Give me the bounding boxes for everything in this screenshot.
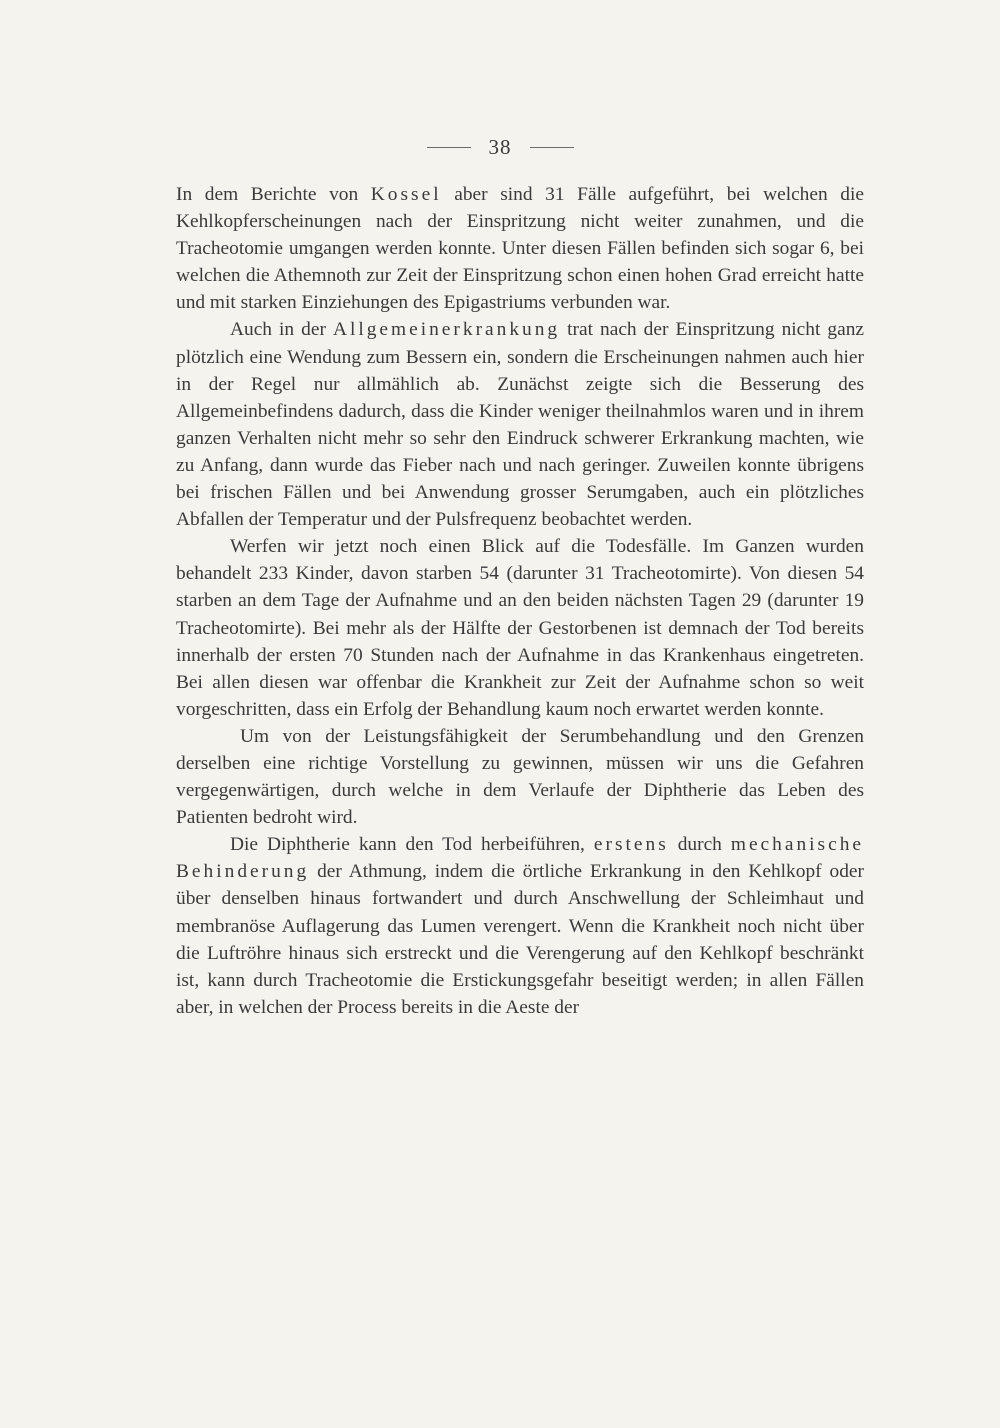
paragraph-5-text-a: Die Diphtherie kann den Tod herbeiführen, bbox=[230, 834, 594, 856]
header-rule-right bbox=[530, 147, 574, 148]
author-name-kossel: Kossel bbox=[370, 184, 442, 205]
paragraph-3: Werfen wir jetzt noch einen Blick auf die Todesfälle. Im Ganzen wurden behandelt 233 Kinder, davon starben 54 (darunter 31 Tracheotomirte). Von diesen 54 starben an dem Tage der Aufnahme und an den beiden nächsten Tagen 29 (darunter 19 Tracheotomirte). Bei mehr als der Hälfte der Gestorbenen ist demnach der Tod bereits innerhalb der ersten 70 Stunden nach der Aufnahme in das Krankenhaus eingetreten. Bei allen diesen war offenbar die Krankheit zur Zeit der Aufnahme schon so weit vorgeschritten, dass ein Erfolg der Behandlung kaum noch erwartet werden konnte. bbox=[176, 536, 864, 720]
paragraph-1 bbox=[176, 181, 864, 316]
paragraph-5 bbox=[176, 831, 864, 1021]
emphasis-allgemeinerkrankung: Allgemeinerkrankung bbox=[332, 319, 561, 341]
paragraph-2 bbox=[176, 316, 864, 533]
paragraph-2-text-a: Auch in der bbox=[230, 319, 333, 341]
body-text bbox=[176, 181, 864, 1021]
paragraph-4: Um von der Leistungsfähigkeit der Serumbehandlung und den Grenzen derselben eine richtige Vorstellung zu gewinnen, müssen wir uns die Gefahren vergegenwärtigen, durch welche in dem Verlaufe der Diphtherie das Leben des Patienten bedroht wird. bbox=[176, 725, 864, 829]
emphasis-mechanische-behinderung: mechanische Behinderung bbox=[176, 834, 864, 883]
paragraph-5-text-c: durch bbox=[668, 834, 731, 856]
paragraph-2-text-c: trat nach der Einspritzung nicht ganz plötzlich eine Wendung zum Bessern ein, sondern die Erscheinungen nahmen auch hier in der Regel nur allmählich ab. Zunächst zeigte sich die Besserung des Allgemeinbefindens dadurch, dass die Kinder weniger theilnahmlos waren und in ihrem ganzen Verhalten nicht mehr so sehr den Eindruck schwerer Erkrankung machten, wie zu Anfang, dann wurde das Fieber nach und nach geringer. Zuweilen konnte übrigens bei frischen Fällen und bei Anwendung grosser Serumgaben, auch ein plötzliches Abfallen der Temperatur und der Pulsfrequenz beobachtet werden. bbox=[176, 319, 864, 531]
emphasis-erstens: erstens bbox=[593, 834, 669, 856]
page-header bbox=[0, 132, 1000, 162]
page-number: 38 bbox=[488, 134, 512, 159]
header-rule-left bbox=[427, 147, 471, 148]
paragraph-5-text-e: der Athmung, indem die örtliche Erkrankung in den Kehlkopf oder über denselben hinaus fortwandert und durch Anschwellung der Schleimhaut und membranöse Auflagerung das Lumen verengert. Wenn die Krankheit noch nicht über die Luftröhre hinaus sich erstreckt und die Verengerung auf den Kehlkopf beschränkt ist, kann durch Tracheotomie die Erstickungsgefahr beseitigt werden; in allen Fällen aber, in welchen der Process bereits in die Aeste der bbox=[176, 861, 864, 1018]
paragraph-1-text-c: aber sind 31 Fälle aufgeführt, bei welchen die Kehlkopferscheinungen nach der Einspritzung nicht weiter zunahmen, und die Tracheotomie umgangen werden konnte. Unter diesen Fällen befinden sich sogar 6, bei welchen die Athemnoth zur Zeit der Einspritzung schon einen hohen Grad erreicht hatte und mit starken Einziehungen des Epigastriums verbunden war. bbox=[176, 184, 864, 314]
paragraph-1-text-a: In dem Berichte von bbox=[176, 184, 371, 205]
